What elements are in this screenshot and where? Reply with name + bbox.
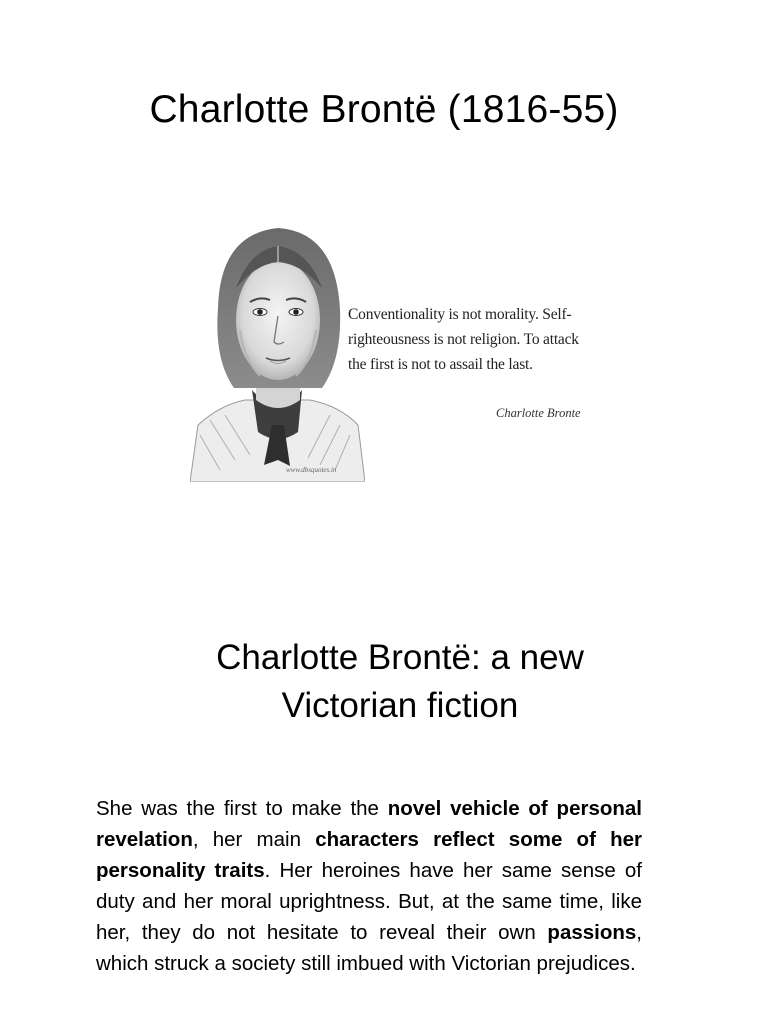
body-paragraph	[96, 793, 642, 979]
paragraph-run: . Her heroines have her same sense of duty and her moral uprightness. But, at the same time, like her, they do not hesitate to reveal their own	[96, 859, 642, 944]
paragraph-run: She was the first to make the	[96, 797, 388, 820]
section-title-line-2: Victorian fiction	[281, 686, 519, 725]
quote-author-signature: Charlotte Bronte	[496, 406, 581, 420]
paragraph-run: , her main	[192, 828, 316, 851]
section-title	[80, 634, 720, 730]
portrait-illustration	[190, 220, 365, 482]
image-watermark: www.dbsquotes.in	[286, 466, 337, 474]
quote-text: Conventionality is not morality. Self-righteousness is not religion. To attack the first is not to assail the last.	[348, 306, 579, 373]
section-title-line-1: Charlotte Brontë: a new	[216, 638, 584, 677]
paragraph-run-bold: passions	[547, 921, 637, 944]
paragraph-run-bold: characters reflect some of her personality traits	[96, 828, 642, 882]
paragraph-run: , which struck a society still imbued with Victorian prejudices.	[96, 921, 642, 975]
paragraph-run-bold: novel vehicle of personal revelation	[96, 797, 642, 851]
quote-image	[190, 220, 600, 482]
slide-title: Charlotte Brontë (1816-55)	[149, 88, 619, 131]
